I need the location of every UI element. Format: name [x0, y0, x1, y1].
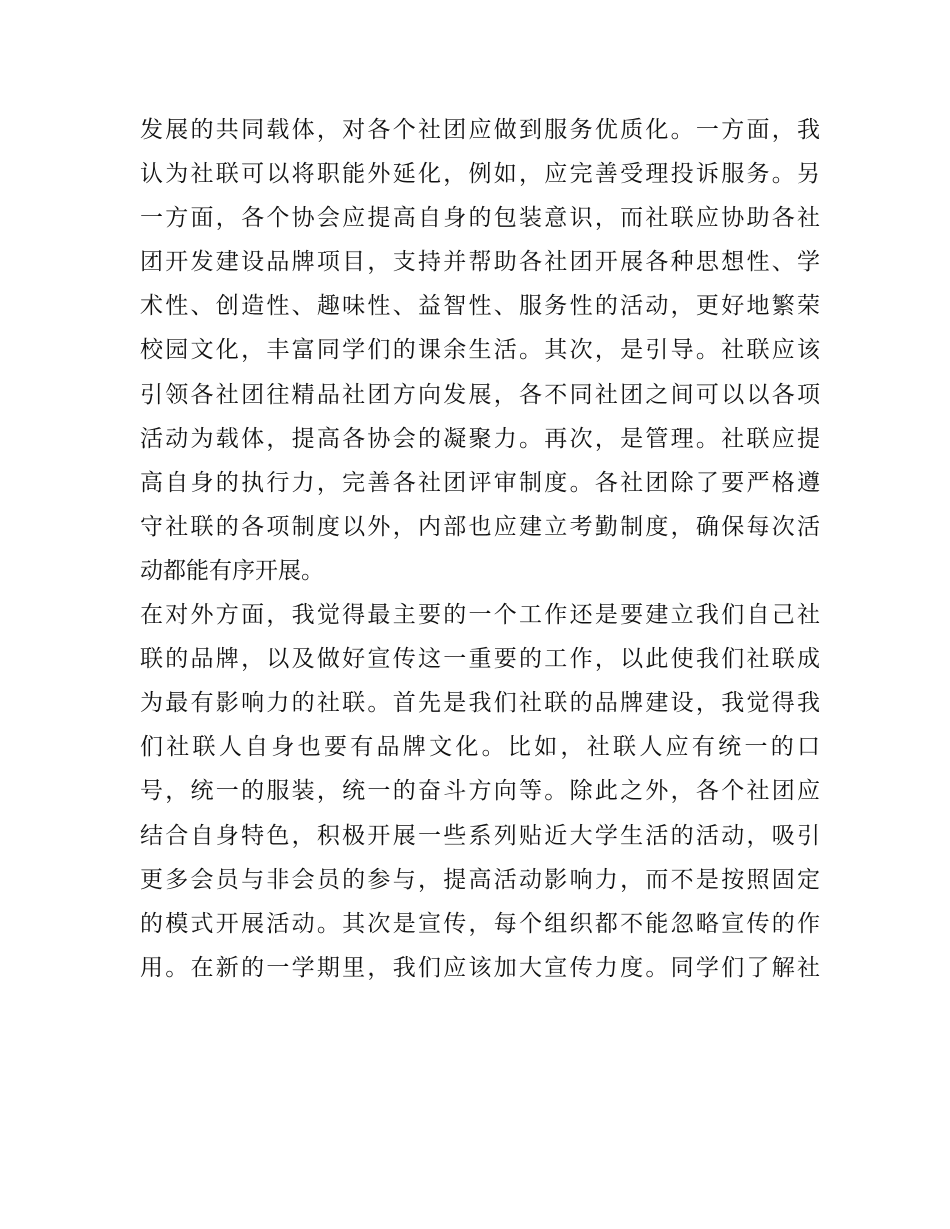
text-line: 活动为载体，提高各协会的凝聚力。再次，是管理。社联应提 — [140, 425, 820, 452]
text-line: 术性、创造性、趣味性、益智性、服务性的活动，更好地繁荣 — [140, 293, 820, 320]
text-line: 的模式开展活动。其次是宣传，每个组织都不能忽略宣传的作 — [140, 910, 820, 937]
text-line: 发展的共同载体，对各个社团应做到服务优质化。一方面，我 — [140, 117, 820, 143]
text-line: 们社联人自身也要有品牌文化。比如，社联人应有统一的口 — [140, 734, 820, 761]
text-line: 校园文化，丰富同学们的课余生活。其次，是引导。社联应该 — [140, 337, 820, 364]
text-line: 联的品牌，以及做好宣传这一重要的工作，以此使我们社联成 — [140, 646, 820, 673]
text-line: 更多会员与非会员的参与，提高活动影响力，而不是按照固定 — [140, 866, 820, 893]
text-line: 动都能有序开展。 — [140, 557, 324, 584]
text-line: 团开发建设品牌项目，支持并帮助各社团开展各种思想性、学 — [140, 249, 820, 276]
text-line: 用。在新的一学期里，我们应该加大宣传力度。同学们了解社 — [140, 954, 820, 981]
text-line: 在对外方面，我觉得最主要的一个工作还是要建立我们自己社 — [140, 602, 820, 629]
text-line: 守社联的各项制度以外，内部也应建立考勤制度，确保每次活 — [140, 513, 820, 540]
text-line: 认为社联可以将职能外延化，例如，应完善受理投诉服务。另 — [140, 161, 820, 188]
text-line: 一方面，各个协会应提高自身的包装意识，而社联应协助各社 — [140, 205, 820, 232]
text-line: 为最有影响力的社联。首先是我们社联的品牌建设，我觉得我 — [140, 690, 820, 717]
text-line: 号，统一的服装，统一的奋斗方向等。除此之外，各个社团应 — [140, 778, 820, 805]
text-line: 结合自身特色，积极开展一些系列贴近大学生活的活动，吸引 — [140, 822, 820, 849]
text-line: 引领各社团往精品社团方向发展，各不同社团之间可以以各项 — [140, 381, 820, 408]
body-text — [140, 108, 820, 990]
text-line: 高自身的执行力，完善各社团评审制度。各社团除了要严格遵 — [140, 469, 820, 496]
